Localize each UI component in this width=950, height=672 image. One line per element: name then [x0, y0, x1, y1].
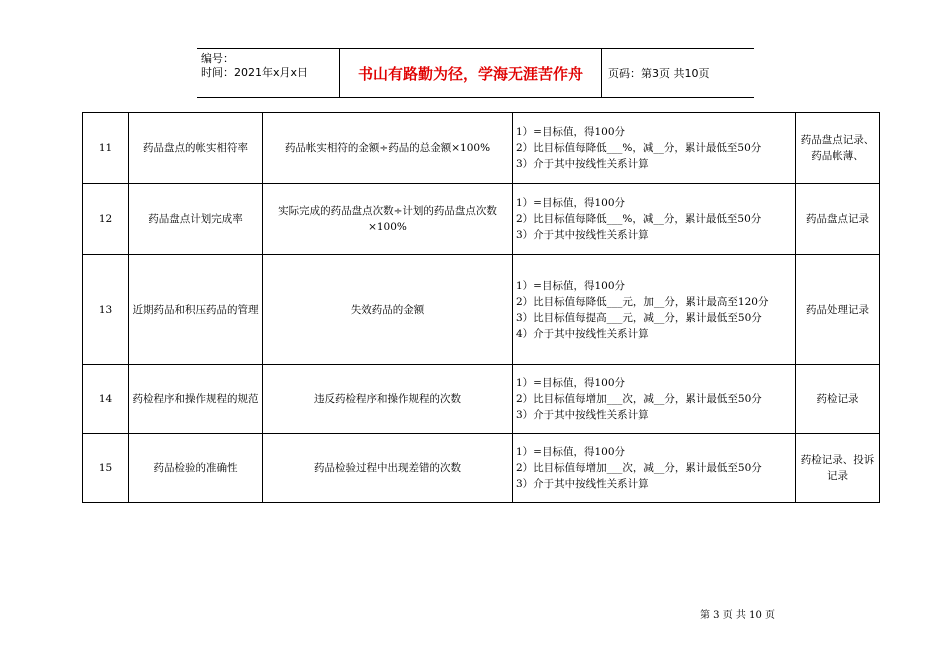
- scoring-rule: 3）介于其中按线性关系计算: [516, 409, 649, 421]
- row-number: 15: [83, 434, 129, 503]
- table-row: [83, 434, 880, 503]
- scoring-rule: 3）介于其中按线性关系计算: [516, 229, 649, 241]
- page-footer: 第 3 页 共 10 页: [700, 610, 775, 621]
- data-source: 药品盘点记录、药品帐薄、: [796, 113, 880, 184]
- scoring-rules: [513, 184, 796, 255]
- scoring-rule: 2）比目标值每降低___%，减__分，累计最低至50分: [516, 213, 762, 225]
- doc-time-label: 时间：2021年x月x日: [201, 66, 309, 79]
- indicator-formula: 药品帐实相符的金额÷药品的总金额×100%: [263, 113, 513, 184]
- indicator-name: 近期药品和积压药品的管理: [129, 255, 263, 365]
- table-row: [83, 184, 880, 255]
- scoring-rules: [513, 113, 796, 184]
- scoring-rule: 2）比目标值每增加___次，减__分，累计最低至50分: [516, 462, 762, 474]
- indicator-formula: 实际完成的药品盘点次数÷计划的药品盘点次数×100%: [263, 184, 513, 255]
- scoring-rule: 2）比目标值每增加___次，减__分，累计最低至50分: [516, 393, 762, 405]
- indicator-name: 药品盘点计划完成率: [129, 184, 263, 255]
- header-page-label: 页码：第3页 共10页: [608, 67, 710, 80]
- scoring-rule: 3）介于其中按线性关系计算: [516, 158, 649, 170]
- scoring-rule: 2）比目标值每降低___元，加__分，累计最高至120分: [516, 295, 769, 308]
- data-source: 药品盘点记录: [796, 184, 880, 255]
- row-number: 12: [83, 184, 129, 255]
- scoring-rule: 2）比目标值每降低___%，减__分，累计最低至50分: [516, 142, 762, 154]
- scoring-rules: [513, 255, 796, 365]
- row-number: 13: [83, 255, 129, 365]
- header-motto: 书山有路勤为径，学海无涯苦作舟: [339, 49, 602, 97]
- scoring-rule: 4）介于其中按线性关系计算: [516, 327, 649, 340]
- data-source: 药品处理记录: [796, 255, 880, 365]
- scoring-rule: 1）=目标值，得100分: [516, 446, 626, 458]
- indicator-formula: 失效药品的金额: [263, 255, 513, 365]
- page-header: [197, 48, 754, 98]
- row-number: 11: [83, 113, 129, 184]
- scoring-rule: 1）=目标值，得100分: [516, 197, 626, 209]
- data-source: 药检记录、投诉记录: [796, 434, 880, 503]
- scoring-rules: [513, 365, 796, 434]
- table-row: [83, 113, 880, 184]
- indicator-name: 药品检验的准确性: [129, 434, 263, 503]
- scoring-rule: 1）=目标值，得100分: [516, 377, 626, 389]
- scoring-rule: 1）=目标值，得100分: [516, 126, 626, 138]
- table-row: [83, 255, 880, 365]
- header-meta: [197, 49, 339, 97]
- indicator-name: 药品盘点的帐实相符率: [129, 113, 263, 184]
- data-source: 药检记录: [796, 365, 880, 434]
- indicator-formula: 违反药检程序和操作规程的次数: [263, 365, 513, 434]
- scoring-rule: 3）比目标值每提高___元，减__分，累计最低至50分: [516, 311, 762, 324]
- scoring-rules: [513, 434, 796, 503]
- indicator-formula: 药品检验过程中出现差错的次数: [263, 434, 513, 503]
- scoring-rule: 1）=目标值，得100分: [516, 279, 626, 292]
- doc-number-label: 编号：: [201, 52, 234, 65]
- indicator-name: 药检程序和操作规程的规范: [129, 365, 263, 434]
- row-number: 14: [83, 365, 129, 434]
- table-row: [83, 365, 880, 434]
- kpi-table: [82, 112, 880, 503]
- scoring-rule: 3）介于其中按线性关系计算: [516, 478, 649, 490]
